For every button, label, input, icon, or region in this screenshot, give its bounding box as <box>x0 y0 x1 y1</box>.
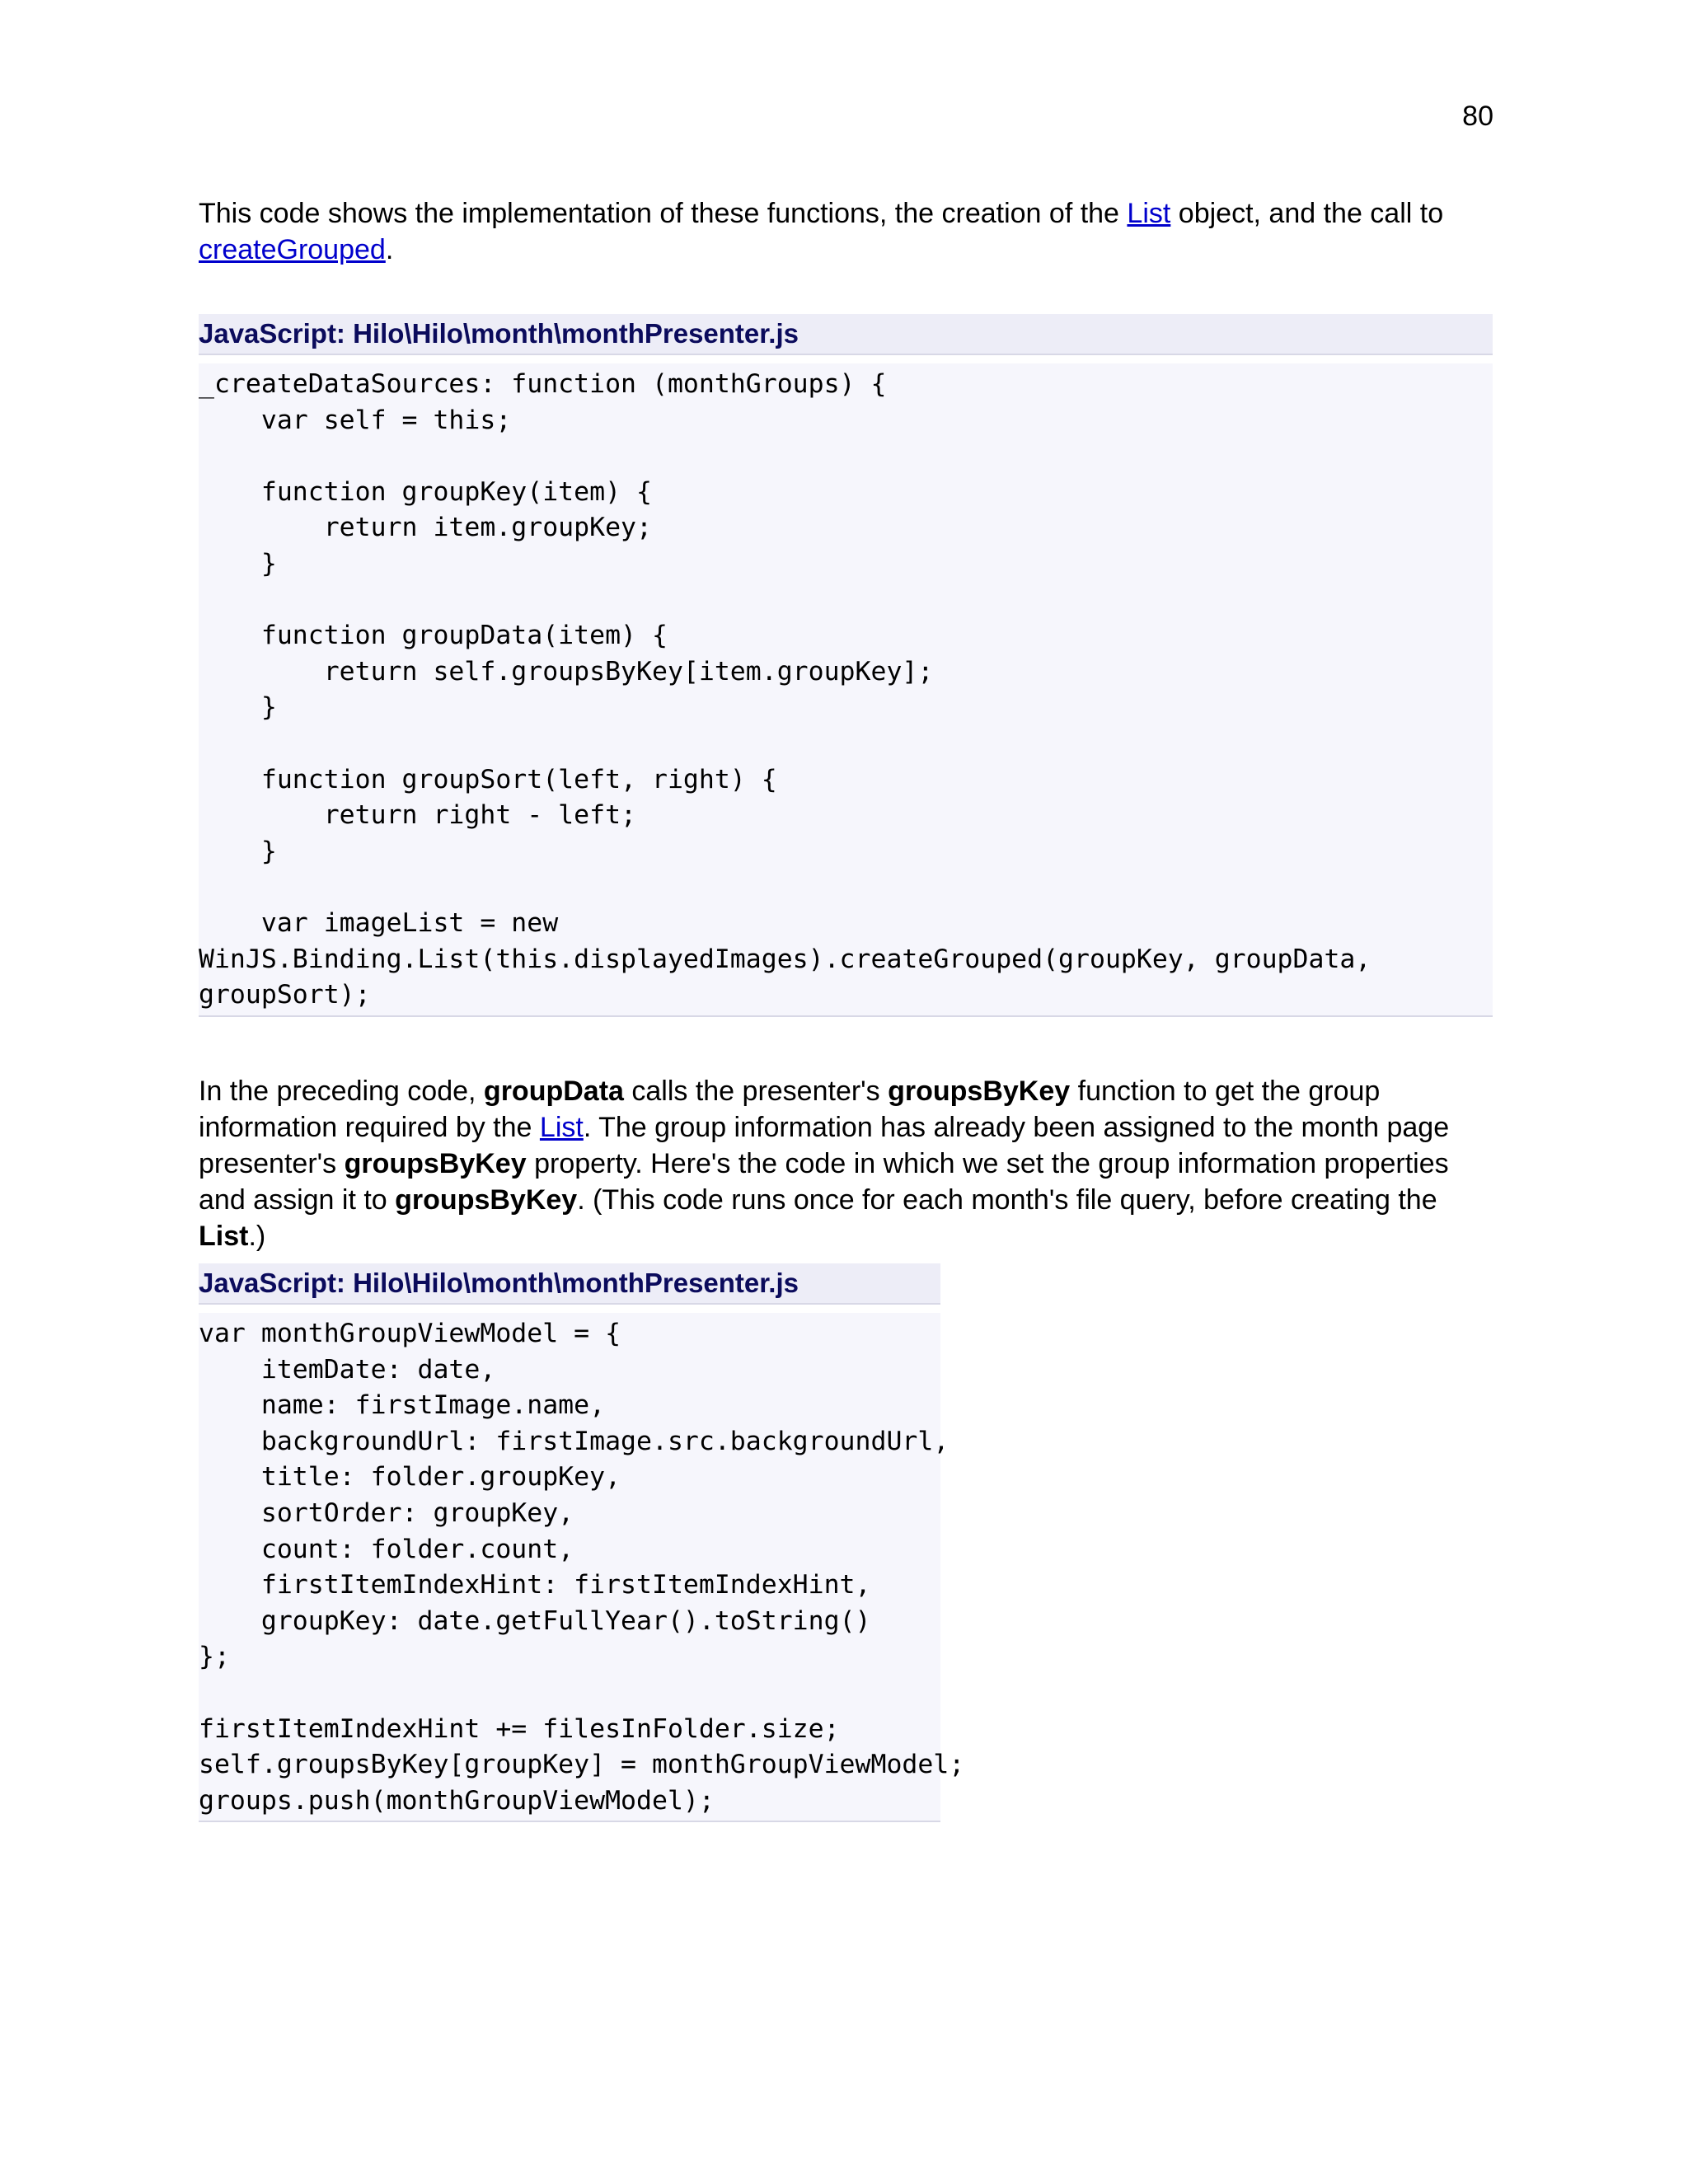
page-number: 80 <box>1462 101 1493 132</box>
explanation-paragraph <box>199 1073 1493 1254</box>
code-listing: var monthGroupViewModel = { itemDate: date, name: firstImage.name, backgroundUrl: firstImage.src.backgroundUrl, title: folder.groupKey, sortOrder: groupKey, count: folder.count, firstItemIndexHint: firstItemIndexHint, groupKey: date.getFullYear().toString() }; firstItemIndexHint += filesInFolder.size; self.groupsByKey[groupKey] = monthGroupViewModel; groups.push(monthGroupViewModel); <box>199 1319 965 1816</box>
code-listing: _createDataSources: function (monthGroups) { var self = this; function groupKey(item) { return item.groupKey; } function groupData(item) { return self.groupsByKey[item.groupKey]; } function groupSort(left, right) { return right - left; } var imageList = new WinJS.Binding.List(this.displayedImages).createGrouped(groupKey, groupData, groupSort); <box>199 369 1372 1010</box>
bold-term: groupData <box>483 1076 624 1107</box>
create-grouped-link[interactable]: createGrouped <box>199 234 386 265</box>
explanation-text: . (This code runs once for each month's file query, before creating the <box>577 1184 1437 1216</box>
explanation-text: calls the presenter's <box>623 1076 889 1107</box>
intro-text: object, and the call to <box>1170 198 1444 229</box>
code-block-header: JavaScript: Hilo\Hilo\month\monthPresenter.js <box>199 314 1493 355</box>
intro-text: . <box>385 234 394 265</box>
explanation-text: function to get the group information required by the <box>199 1076 1381 1143</box>
list-link[interactable]: List <box>539 1112 584 1143</box>
intro-text: This code shows the implementation of these functions, the creation of the <box>199 198 1128 229</box>
code-block-header: JavaScript: Hilo\Hilo\month\monthPresenter.js <box>199 1263 940 1305</box>
code-block-2 <box>199 1263 965 1822</box>
bold-term: groupsByKey <box>395 1184 578 1216</box>
explanation-text: In the preceding code, <box>199 1076 484 1107</box>
bold-term: List <box>199 1221 249 1252</box>
code-block-body <box>199 363 1493 1017</box>
explanation-text: .) <box>248 1221 266 1252</box>
code-block-1 <box>199 314 1493 1017</box>
intro-paragraph <box>199 195 1493 268</box>
explanation-text: property. Here's the code in which we set the group information properties and assign it to <box>199 1148 1449 1216</box>
list-link[interactable]: List <box>1127 198 1171 229</box>
explanation-text: . The group information has already been assigned to the month page presenter's <box>199 1112 1450 1179</box>
code-block-body <box>199 1313 965 1822</box>
bold-term: groupsByKey <box>888 1076 1071 1107</box>
bold-term: groupsByKey <box>344 1148 527 1179</box>
